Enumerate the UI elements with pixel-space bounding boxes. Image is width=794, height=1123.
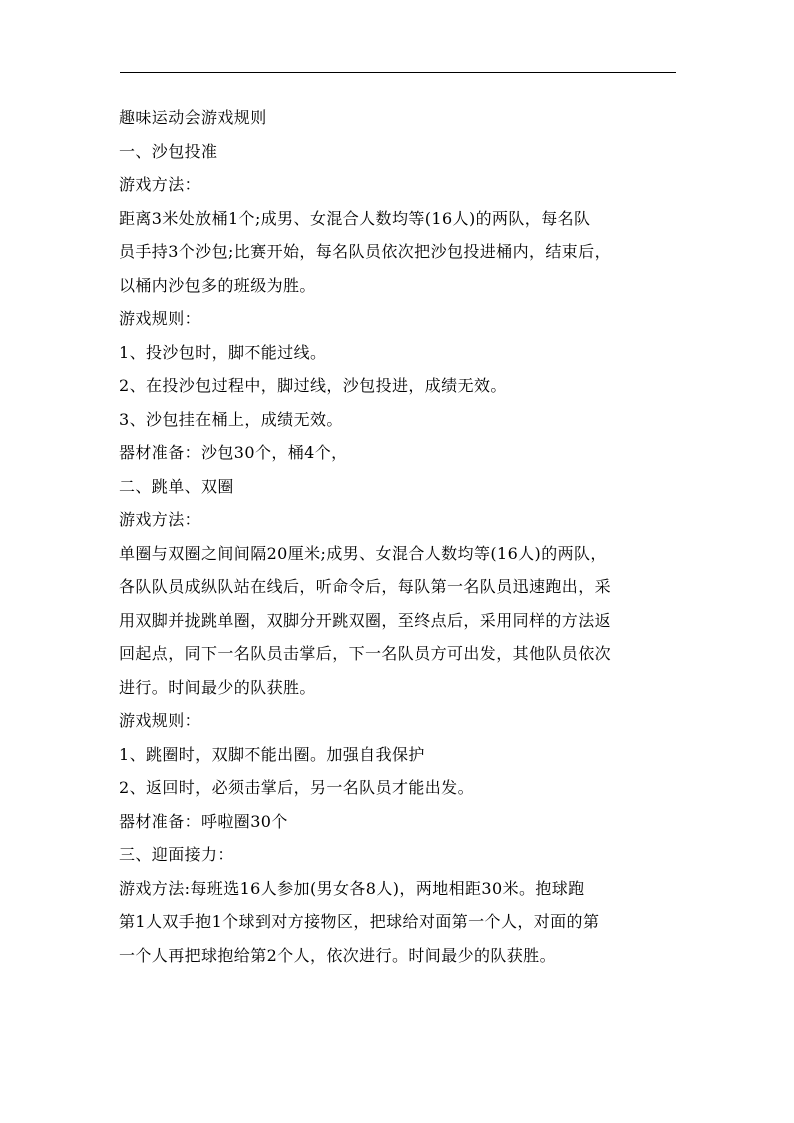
paragraph-line: 员手持3个沙包;比赛开始，每名队员依次把沙包投进桶内，结束后，	[119, 242, 611, 261]
equipment-line: 器材准备：沙包30个，桶4个，	[119, 443, 348, 462]
rule-item: 1、跳圈时，双脚不能出圈。加强自我保护	[119, 744, 425, 764]
section-relay	[119, 838, 679, 972]
section-heading: 三、迎面接力：	[119, 845, 234, 864]
method-paragraph	[119, 872, 679, 973]
rule-item: 2、在投沙包过程中，脚过线，沙包投进，成绩无效。	[119, 376, 507, 395]
paragraph-line: 第1人双手抱1个球到对方接物区，把球给对面第一个人，对面的第	[119, 912, 600, 931]
method-label: 游戏方法：	[119, 175, 202, 194]
document-body	[119, 101, 679, 972]
equipment-line: 器材准备：呼啦圈30个	[119, 811, 288, 831]
paragraph-line: 一个人再把球抱给第2个人，依次进行。时间最少的队获胜。	[119, 945, 556, 965]
paragraph-line: 用双脚并拢跳单圈，双脚分开跳双圈，至终点后，采用同样的方法返	[119, 610, 612, 630]
rule-item: 1、投沙包时，脚不能过线。	[119, 342, 327, 362]
section-heading: 二、跳单、双圈	[119, 476, 234, 496]
paragraph-line: 以桶内沙包多的班级为胜。	[119, 275, 316, 295]
paragraph-line: 距离3米处放桶1个;成男、女混合人数均等(16人)的两队，每名队	[119, 208, 591, 228]
paragraph-line: 各队队员成纵队站在线后，听命令后，每队第一名队员迅速跑出，采	[119, 577, 612, 596]
paragraph-line: 单圈与双圈之间间隔20厘米;成男、女混合人数均等(16人)的两队，	[119, 543, 607, 563]
section-sandbag-toss	[119, 135, 679, 470]
method-paragraph	[119, 537, 679, 705]
section-jump-circles	[119, 470, 679, 839]
rule-item: 3、沙包挂在桶上，成绩无效。	[119, 409, 343, 429]
method-label: 游戏方法：	[119, 510, 202, 529]
method-paragraph	[119, 202, 679, 303]
paragraph-line: 回起点，同下一名队员击掌后，下一名队员方可出发，其他队员依次	[119, 644, 612, 663]
rule-item: 2、返回时，必须击掌后，另一名队员才能出发。	[119, 778, 474, 797]
rules-label: 游戏规则：	[119, 711, 202, 730]
header-rule	[120, 72, 676, 73]
paragraph-line: 游戏方法:每班选16人参加(男女各8人)，两地相距30米。抱球跑	[119, 878, 585, 898]
section-heading: 一、沙包投准	[119, 141, 218, 161]
paragraph-line: 进行。时间最少的队获胜。	[119, 677, 316, 697]
rules-label: 游戏规则：	[119, 309, 202, 328]
document-title: 趣味运动会游戏规则	[119, 108, 267, 127]
